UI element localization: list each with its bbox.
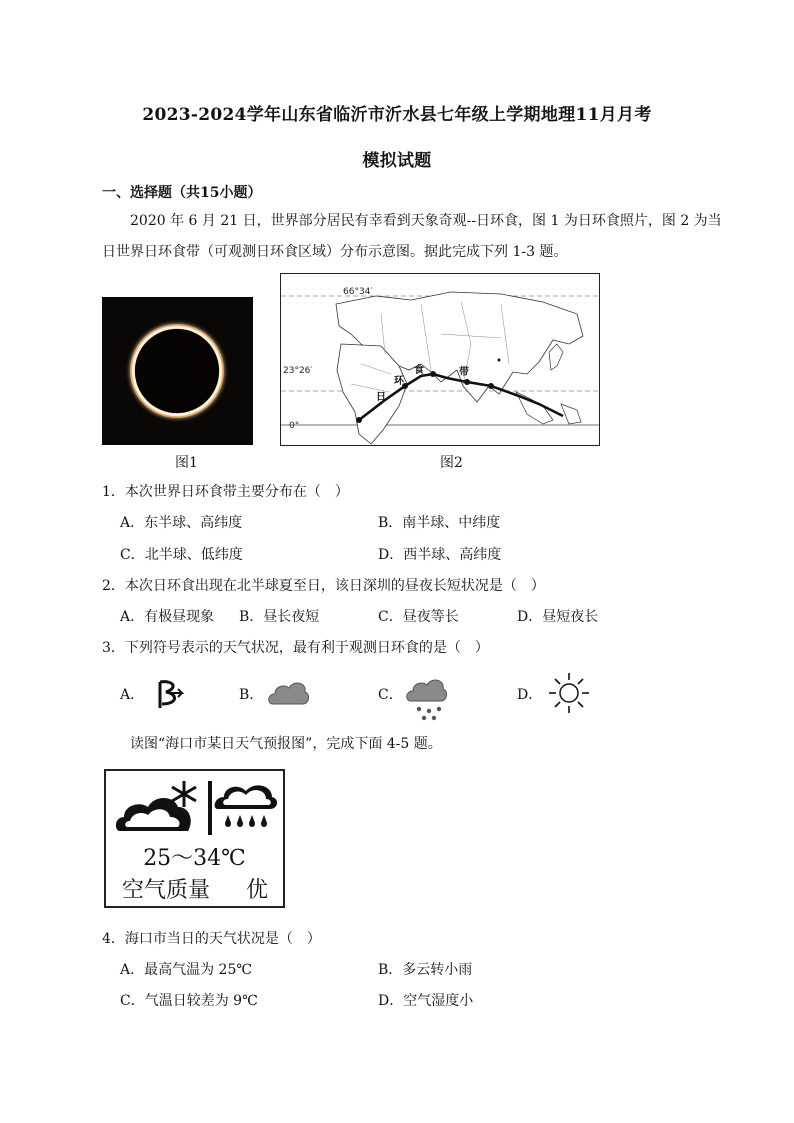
- band-char-ri: 日: [376, 392, 386, 403]
- q2-stem: 2．本次日环食出现在北半球夏至日，该日深圳的昼夜长短状况是（ ）: [102, 578, 545, 594]
- band-char-dai: 带: [459, 367, 469, 378]
- forecast-temperature: 25～34℃: [143, 846, 246, 871]
- band-char-huan: 环: [394, 376, 404, 387]
- lat-label-equator: 0°: [289, 421, 300, 431]
- q1-stem: 1．本次世界日环食带主要分布在（ ）: [102, 484, 349, 500]
- q3-option-d: D．: [517, 687, 543, 703]
- air-quality-label: 空气质量: [122, 878, 211, 903]
- q4-option-b: B．多云转小雨: [378, 962, 473, 978]
- read-prompt: 读图“海口市某日天气预报图”，完成下面 4-5 题。: [130, 736, 442, 752]
- intro-line-1: 2020 年 6 月 21 日，世界部分居民有幸看到天象奇观--日环食，图 1 为日环食照片，图 2 为当: [130, 213, 722, 229]
- q2-option-c: C．昼夜等长: [378, 609, 459, 625]
- q1-option-a: A．东半球、高纬度: [120, 515, 243, 531]
- light-rain-icon: [214, 779, 280, 839]
- fig1-caption: 图1: [175, 455, 198, 471]
- rain-cloud-icon: [405, 673, 451, 727]
- sunny-icon: [546, 670, 592, 720]
- q3-option-a: A．: [120, 687, 145, 703]
- haikou-forecast-panel: [104, 769, 285, 908]
- q4-option-d: D．空气湿度小: [378, 993, 474, 1009]
- q1-option-b: B．南半球、中纬度: [378, 515, 501, 531]
- intro-line-2: 日世界日环食带（可观测日环食区域）分布示意图。据此完成下列 1-3 题。: [102, 244, 568, 260]
- q4-stem: 4．海口市当日的天气状况是（ ）: [102, 931, 321, 947]
- fig2-caption: 图2: [440, 455, 463, 471]
- lat-label-tropic: 23°26′: [283, 366, 313, 376]
- page-subtitle: 模拟试题: [362, 151, 432, 171]
- q1-option-c: C．北半球、低纬度: [120, 547, 243, 563]
- eclipse-band-map: [280, 273, 600, 446]
- q2-option-b: B．昼长夜短: [239, 609, 320, 625]
- overcast-cloud-icon: [267, 676, 311, 712]
- section-heading: 一、选择题（共15小题）: [102, 185, 262, 201]
- q3-stem: 3．下列符号表示的天气状况，最有利于观测日环食的是（ ）: [102, 640, 489, 656]
- q4-option-c: C．气温日较差为 9℃: [120, 993, 258, 1009]
- air-quality-value: 优: [246, 878, 269, 903]
- q1-option-d: D．西半球、高纬度: [378, 547, 502, 563]
- q4-option-a: A．最高气温为 25℃: [120, 962, 253, 978]
- q3-option-c: C．: [378, 687, 403, 703]
- q3-option-b: B．: [239, 687, 264, 703]
- q2-option-a: A．有极昼现象: [120, 609, 215, 625]
- q2-option-d: D．昼短夜长: [517, 609, 599, 625]
- annular-eclipse-photo: [102, 297, 253, 445]
- sandstorm-icon: [152, 674, 188, 718]
- lat-label-arctic: 66°34′: [343, 287, 373, 297]
- band-char-shi: 食: [414, 365, 424, 376]
- page-title: 2023-2024学年山东省临沂市沂水县七年级上学期地理11月月考: [142, 105, 652, 125]
